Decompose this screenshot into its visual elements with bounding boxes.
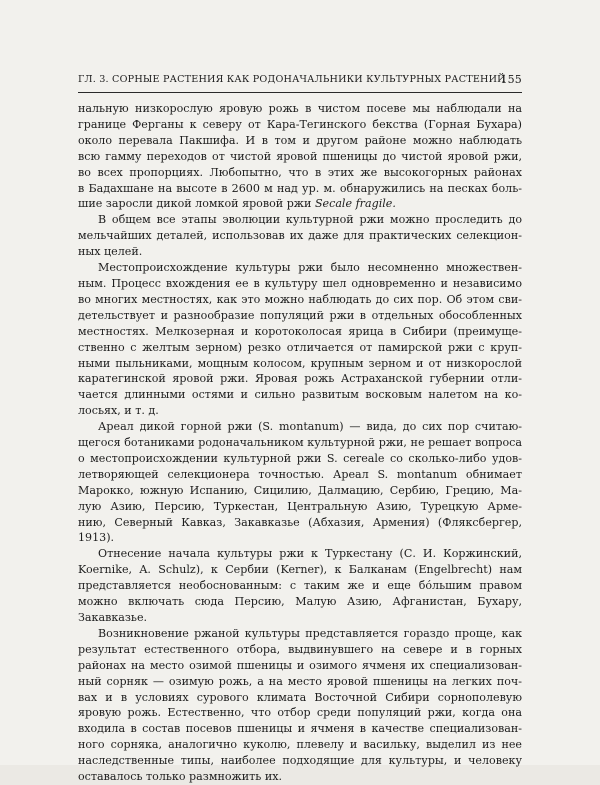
paragraph [78, 419, 522, 546]
text-line: районах на место озимой пшеницы и озимого ячменя их специализован- [78, 658, 522, 672]
text-line: нию, Северный Кавказ, Закавказье (Абхазия, Армения) (Фляксбергер, [78, 515, 522, 529]
text-line: В общем все этапы эволюции культурной ржи можно проследить до [98, 213, 522, 227]
text-line: лосьях, и т. д. [78, 404, 159, 418]
text-line: оставалось только размножить их. [78, 770, 282, 784]
text-line: ный сорняк — озимую рожь, а на место яровой пшеницы на легких поч- [78, 674, 522, 688]
text-line: вах и в условиях сурового климата Восточной Сибири сорнополевую [78, 690, 522, 704]
text-line: яровую рожь. Естественно, что отбор среди популяций ржи, когда она [78, 706, 522, 720]
text-line: ного сорняка, аналогично куколю, плевелу и васильку, выделил из нее [78, 738, 522, 752]
text-line: результат естественного отбора, выдвинувшего на севере и в горных [78, 642, 522, 656]
text-line: Закавказье. [78, 611, 148, 624]
text-segment: шие заросли дикой ломкой яровой ржи [78, 197, 315, 211]
text-line: летворяющей селекционера точностью. Ареал S. montanum обнимает [78, 467, 522, 481]
text-line: входила в состав посевов пшеницы и ячменя в качестве специализован- [78, 722, 522, 736]
running-header [78, 74, 522, 88]
text-line: наследственные типы, наиболее подходящие для культуры, и человеку [78, 754, 522, 768]
text-line: местностях. Мелкозерная и коротоколосая ярица в Сибири (преимуще- [78, 324, 522, 338]
body-text [78, 101, 522, 785]
species-name: Secale fragile. [314, 197, 396, 211]
page-number: 155 [500, 73, 522, 86]
paragraph [78, 546, 522, 626]
text-line: мельчайших деталей, использовав их даже для практических селекцион- [78, 229, 522, 243]
running-title: ГЛ. 3. СОРНЫЕ РАСТЕНИЯ КАК РОДОНАЧАЛЬНИКИ КУЛЬТУРНЫХ РАСТЕНИЙ [78, 74, 506, 85]
text-line: 1913). [78, 531, 115, 545]
paragraph [78, 626, 522, 785]
text-line: границе Ферганы к северу от Кара-Тегинского бекства (Горная Бухара) [78, 117, 522, 131]
text-line: во многих местностях, как это можно наблюдать до сих пор. Об этом сви- [78, 292, 522, 306]
text-line: в Бадахшане на высоте в 2600 м над ур. м. обнаружились на песках боль- [78, 181, 522, 195]
header-rule [78, 92, 522, 93]
text-line: о местопроисхождении культурной ржи S. cereale со сколько-либо удов- [78, 451, 522, 465]
text-line: ным. Процесс вхождения ее в культуру шел одновременно и независимо [78, 276, 522, 290]
text-line: ными пыльниками, мощным колосом, крупным зерном и от низкорослой [78, 356, 522, 370]
paragraph [78, 101, 522, 212]
text-line: Koernike, A. Schulz), к Сербии (Kerner), к Балканам (Engelbrecht) нам [78, 563, 522, 577]
paragraph [78, 212, 522, 260]
text-line [78, 196, 522, 212]
text-line: представляется необоснованным: с таким же и еще бо́льшим правом [78, 579, 522, 593]
text-line: Марокко, южную Испанию, Сицилию, Далмацию, Сербию, Грецию, Ма- [78, 483, 522, 497]
text-line: ных целей. [78, 245, 143, 259]
text-line: лую Азию, Персию, Туркестан, Центральную Азию, Турецкую Арме- [78, 499, 522, 513]
text-line: Отнесение начала культуры ржи к Туркестану (С. И. Коржинский, [98, 547, 522, 561]
text-line: Ареал дикой горной ржи (S. montanum) — вида, до сих пор считаю- [98, 420, 522, 434]
text-line: каратегинской яровой ржи. Яровая рожь Астраханской губернии отли- [78, 372, 522, 386]
text-line: можно включать сюда Персию, Малую Азию, Афганистан, Бухару, [78, 595, 522, 609]
text-line: во всех пропорциях. Любопытно, что в этих же высокогорных районах [78, 165, 522, 179]
text-line: ственно с желтым зерном) резко отличается от памирской ржи с круп- [78, 340, 522, 354]
text-line: щегося ботаниками родоначальником культурной ржи, не решает вопроса [78, 436, 522, 450]
paragraph [78, 260, 522, 419]
text-line: Возникновение ржаной культуры представляется гораздо проще, как [98, 626, 522, 640]
text-line: около перевала Пакшифа. И в том и другом районе можно наблюдать [78, 133, 522, 147]
text-line: чается длинными остями и сильно развитым восковым налетом на ко- [78, 388, 522, 402]
text-line: Местопроисхождение культуры ржи было несомненно множествен- [98, 261, 522, 275]
text-line: нальную низкорослую яровую рожь в чистом посеве мы наблюдали на [78, 102, 522, 115]
text-line: детельствует и разнообразие популяций ржи в отдельных обособленных [78, 308, 522, 322]
text-line: всю гамму переходов от чистой яровой пшеницы до чистой яровой ржи, [78, 149, 522, 163]
